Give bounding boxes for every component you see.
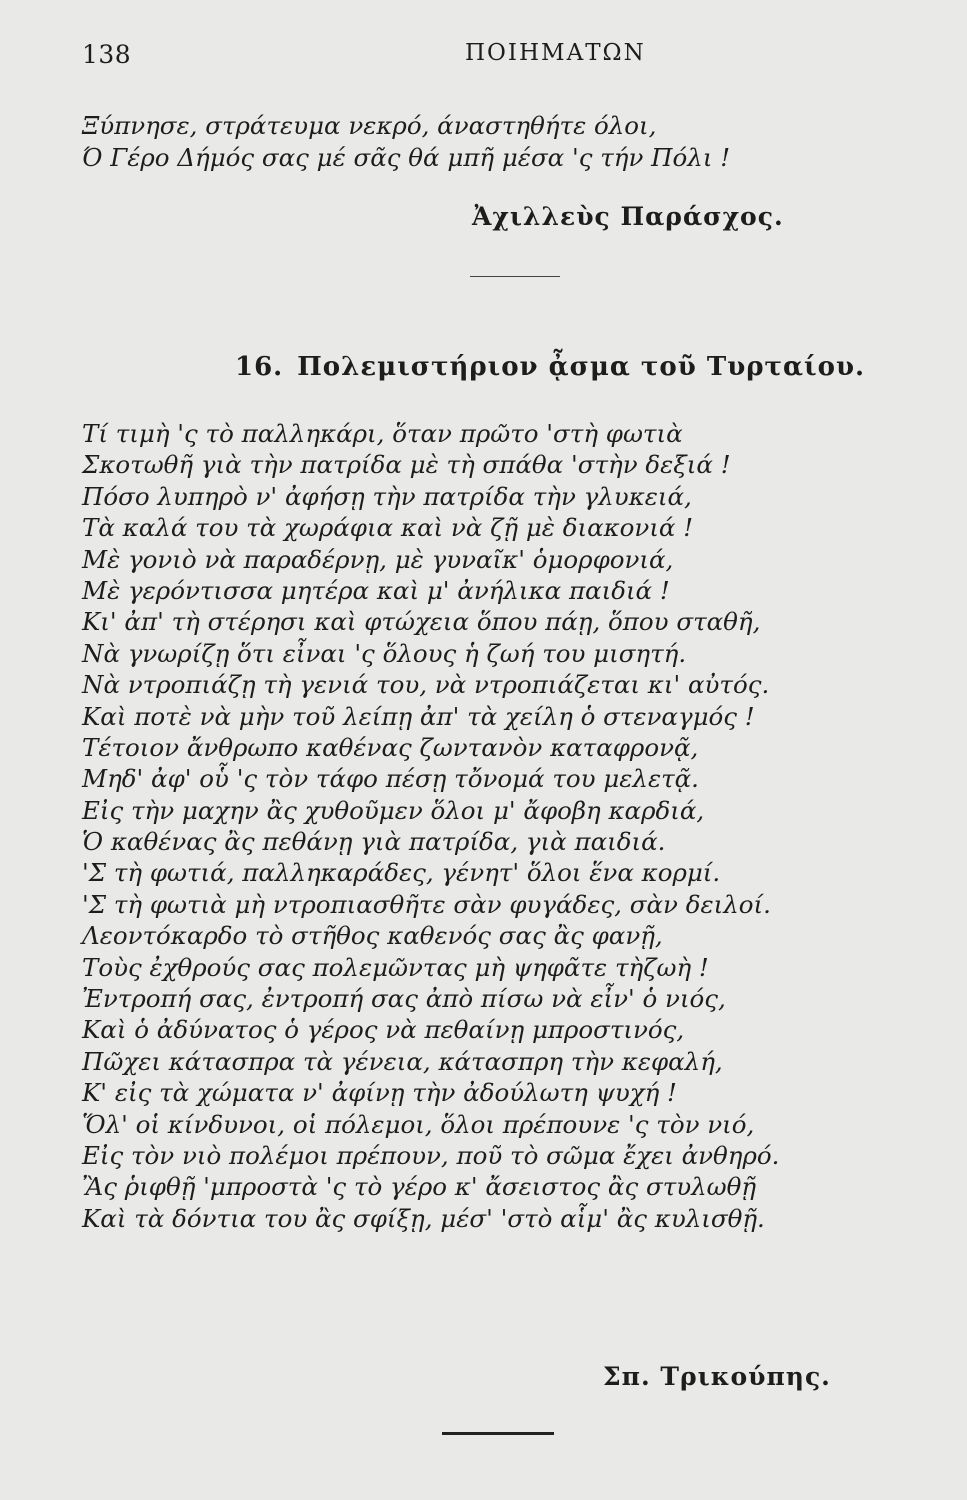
poem-line: Ἂς ῥιφθῇ 'μπροστὰ 'ς τὸ γέρο κ' ἄσειστος ἂς στυλωθῇ — [82, 1172, 757, 1202]
poem-line: Εἰς τὴν μαχην ἂς χυθοῦμεν ὅλοι μ' ἄφοβη καρδιά, — [82, 795, 705, 825]
poem-line: Κι' ἀπ' τὴ στέρησι καὶ φτώχεια ὅπου πάῃ, ὅπου σταθῆ, — [82, 607, 761, 637]
poem-line: Τὰ καλά του τὰ χωράφια καὶ νὰ ζῇ μὲ διακονιά ! — [82, 513, 694, 543]
poem-line: 'Σ τὴ φωτιά, παλληκαράδες, γένητ' ὅλοι ἕνα κορμί. — [82, 858, 721, 888]
author-signature: Ἀχιλλεὺς Παράσχος. — [472, 202, 784, 231]
poem-heading — [235, 352, 865, 382]
poem-line: Μηδ' ἀφ' οὗ 'ς τὸν τάφο πέσῃ τὄνομά του μελετᾷ. — [82, 764, 699, 794]
section-divider — [470, 276, 560, 277]
poem-line: Πῶχει κάτασπρα τὰ γένεια, κάτασπρη τὴν κεφαλή, — [82, 1046, 723, 1076]
poem-line: Μὲ γερόντισσα μητέρα καὶ μ' ἀνήλικα παιδιά ! — [82, 575, 670, 605]
poem-line: Ὅλ' οἱ κίνδυνοι, οἱ πόλεμοι, ὅλοι πρέπουνε 'ς τὸν νιό, — [82, 1109, 755, 1139]
poem-line: Πόσο λυπηρὸ ν' ἀφήσῃ τὴν πατρίδα τὴν γλυκειά, — [82, 481, 692, 511]
poem-line: Νὰ γνωρίζῃ ὅτι εἶναι 'ς ὅλους ἡ ζωή του μισητή. — [82, 638, 687, 668]
poem-line: Ἐντροπή σας, ἐντροπή σας ἀπὸ πίσω νὰ εἶν' ὁ νιός, — [82, 984, 726, 1014]
poem-line: Τέτοιον ἄνθρωπο καθένας ζωντανὸν καταφρονᾷ, — [82, 732, 699, 762]
poem-line: Λεοντόκαρδο τὸ στῆθος καθενός σας ἂς φανῇ, — [82, 921, 663, 951]
poem-body — [82, 418, 779, 1234]
verse-line: Ξύπνησε, στράτευμα νεκρό, άναστηθήτε όλοι, — [82, 111, 657, 140]
poem-line: 'Σ τὴ φωτιὰ μὴ ντροπιασθῆτε σὰν φυγάδες, σὰν δειλοί. — [82, 889, 771, 919]
end-rule — [442, 1432, 554, 1435]
running-title: ΠΟΙΗΜΑΤΩΝ — [465, 40, 646, 66]
poem-line: Νὰ ντροπιάζῃ τὴ γενιά του, νὰ ντροπιάζεται κι' αὐτός. — [82, 670, 770, 700]
page-header — [82, 40, 842, 80]
closing-verse-previous-poem — [82, 110, 730, 173]
poem-line: Σκοτωθῆ γιὰ τὴν πατρίδα μὲ τὴ σπάθα 'στὴν δεξιά ! — [82, 450, 731, 480]
poem-line: Εἰς τὸν νιὸ πολέμοι πρέπουν, ποῦ τὸ σῶμα ἔχει ἀνθηρό. — [82, 1140, 780, 1170]
poem-line: Ὁ καθένας ἂς πεθάνῃ γιὰ πατρίδα, γιὰ παιδιά. — [82, 827, 666, 857]
poem-line: Κ' εἰς τὰ χώματα ν' ἀφίνῃ τὴν ἀδούλωτη ψυχή ! — [82, 1078, 677, 1108]
author-signature: Σπ. Τρικούπης. — [603, 1362, 831, 1391]
poem-line: Καὶ ποτὲ νὰ μὴν τοῦ λείπῃ ἀπ' τὰ χείλη ὁ στεναγμός ! — [82, 701, 755, 731]
poem-line: Καὶ τὰ δόντια του ἂς σφίξῃ, μέσ' 'στὸ αἷμ' ἂς κυλισθῇ. — [82, 1203, 765, 1233]
poem-line: Τοὺς ἐχθρούς σας πολεμῶντας μὴ ψηφᾶτε τὴζωὴ ! — [82, 952, 709, 982]
poem-line: Μὲ γονιὸ νὰ παραδέρνῃ, μὲ γυναῖκ' ὁμορφονιά, — [82, 544, 674, 574]
poem-title: Πολεμιστήριον ᾆσμα τοῦ Τυρταίου. — [297, 352, 866, 382]
poem-number: 16. — [235, 352, 284, 382]
page-number: 138 — [82, 40, 132, 69]
poem-line: Τί τιμὴ 'ς τὸ παλληκάρι, ὅταν πρῶτο 'στὴ φωτιὰ — [82, 419, 683, 448]
poem-line: Καὶ ὁ ἀδύνατος ὁ γέρος νὰ πεθαίνῃ μπροστινός, — [82, 1015, 685, 1045]
verse-line: Ό Γέρο Δήμός σας μέ σᾶς θά μπῆ μέσα 'ς τήν Πόλι ! — [82, 142, 731, 172]
